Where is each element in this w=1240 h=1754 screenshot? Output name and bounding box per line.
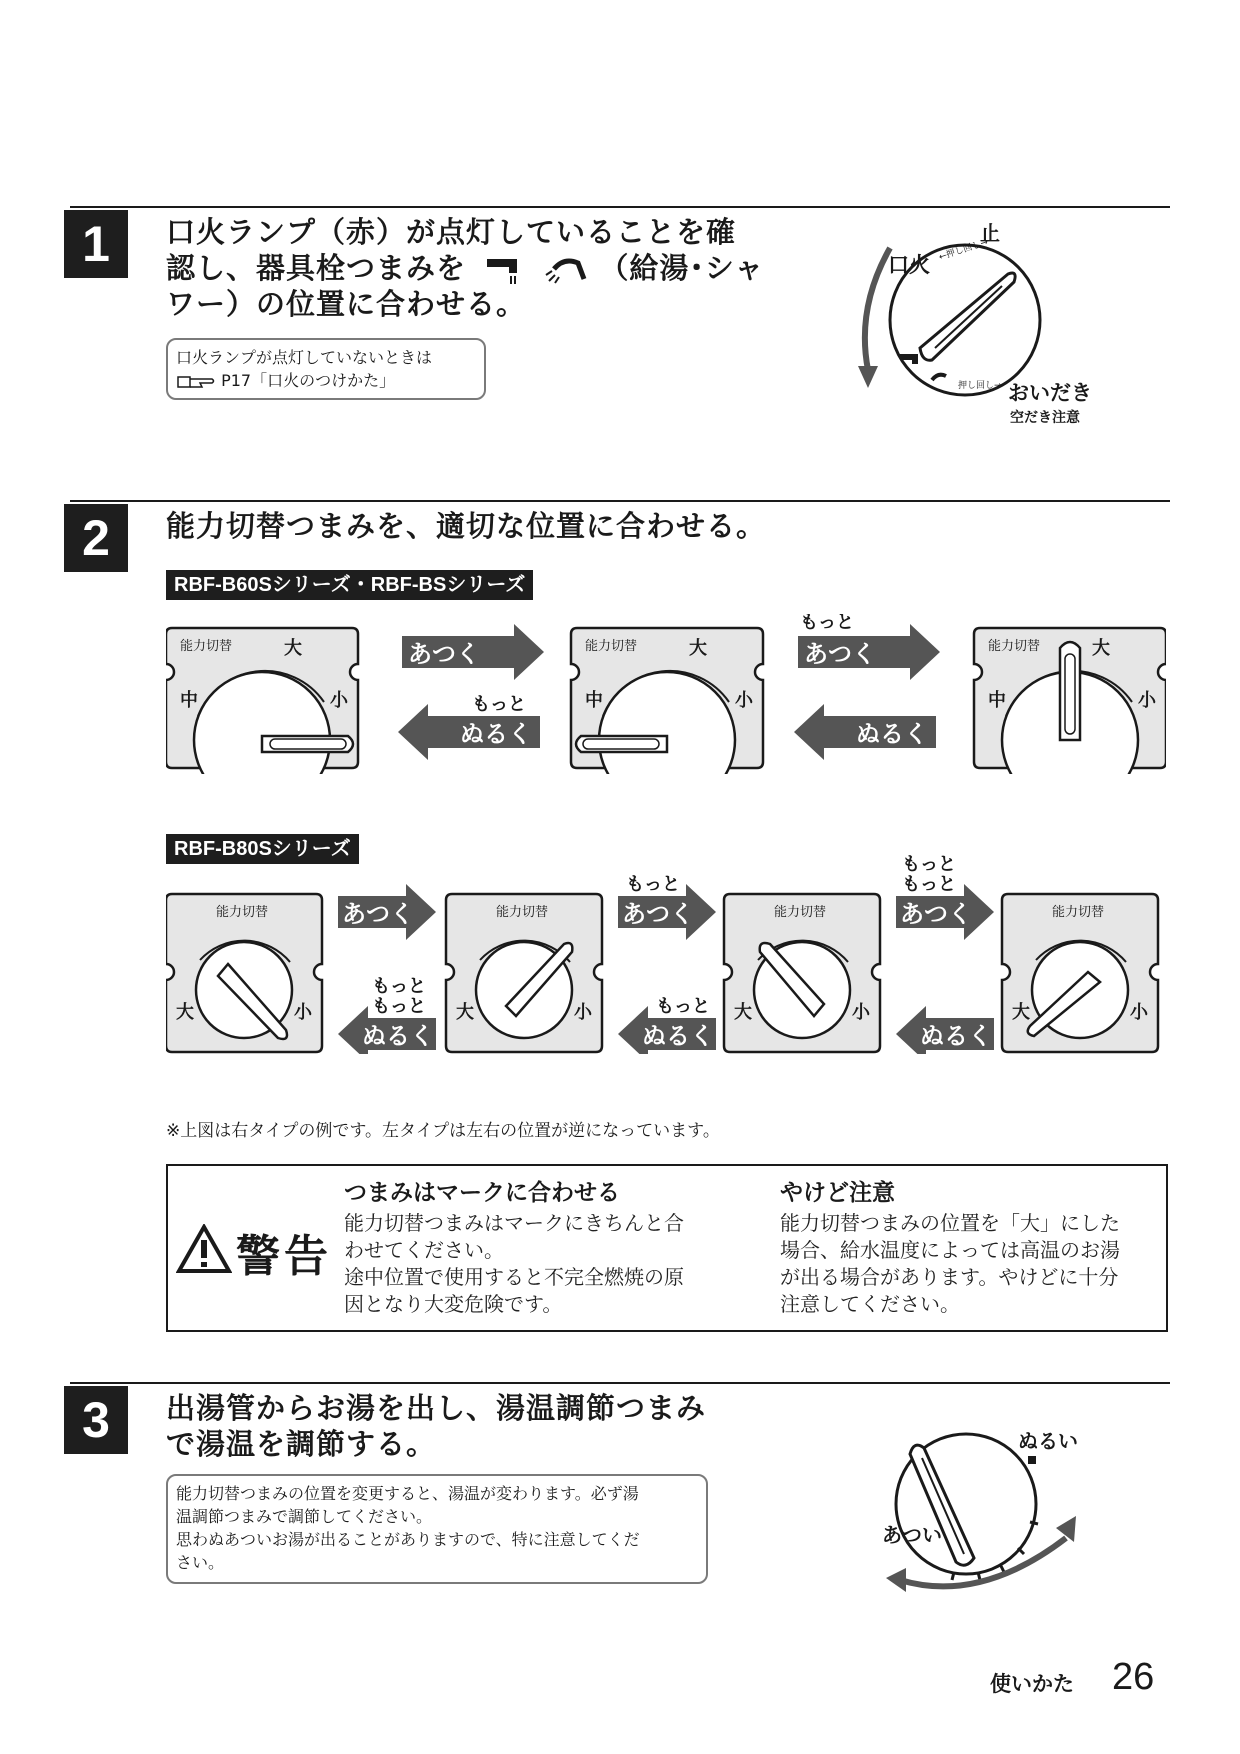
svg-text:あつく: あつく [900, 900, 972, 928]
svg-text:ぬるく: ぬるく [642, 1022, 714, 1050]
step1-heading-line1: 口火ランプ（赤）が点灯していることを確 [166, 215, 737, 249]
panel-b4-large: 大 [1012, 1002, 1030, 1023]
dial-label-push1: ←押し回し→ [937, 237, 990, 263]
temperature-dial-illustration [870, 1418, 1110, 1618]
panel-a1-title: 能力切替 [180, 639, 233, 654]
arrow-hotter-b2 [618, 874, 716, 940]
warning-body1: 能力切替つまみはマークにきちんと合 わせてください。 途中位置で使用すると不完全燃焼の原 因となり大変危険です。 [344, 1211, 684, 1316]
svg-text:ぬるく: ぬるく [460, 720, 532, 748]
panel-a2-large: 大 [689, 638, 707, 659]
more-label-b2c: もっと [656, 996, 710, 1017]
more-label-b3b: もっと [902, 874, 956, 895]
panel-a3-medium: 中 [988, 690, 1006, 711]
step1-note-ref: P17「口火のつけかた」 [221, 371, 396, 390]
more-label-b3a: もっと [902, 854, 956, 875]
more-label-b1b: もっと [372, 996, 426, 1017]
arrow-hotter-a2 [798, 614, 940, 680]
step3-rule [70, 1382, 1170, 1384]
step3-number: 3 [64, 1386, 128, 1454]
row-b-diagram [166, 854, 1166, 1054]
warning-head2: やけど注意 [780, 1180, 895, 1206]
panel-b1-title: 能力切替 [216, 905, 269, 920]
arrow-cooler-a2 [794, 704, 936, 760]
more-label-b2: もっと [626, 874, 680, 895]
dial-label-push2: 押し回し→ [958, 381, 1002, 391]
rotation-arrow [865, 248, 890, 370]
label-lukewarm: ぬるい [1018, 1429, 1078, 1453]
panel-b2-small: 小 [574, 1002, 592, 1023]
page-number: 26 [1112, 1656, 1155, 1698]
panel-b4-title: 能力切替 [1052, 905, 1105, 920]
panel-a2-small: 小 [735, 690, 753, 711]
arrow-hotter-b3 [896, 854, 994, 940]
step2-footnote: ※上図は右タイプの例です。左タイプは左右の位置が逆になっています。 [166, 1121, 720, 1141]
step2-number: 2 [64, 504, 128, 572]
warning-triangle-icon [176, 1224, 232, 1274]
step2-rule [70, 500, 1170, 502]
more-label-b1a: もっと [372, 976, 426, 997]
panel-a3-title: 能力切替 [988, 639, 1041, 654]
series-label-a: RBF-B60Sシリーズ・RBF-BSシリーズ [166, 570, 533, 600]
panel-a3-large: 大 [1092, 638, 1110, 659]
svg-text:ぬるく: ぬるく [362, 1022, 434, 1050]
panel-a3-small: 小 [1138, 690, 1156, 711]
shower-icon [540, 255, 588, 285]
step3-heading [166, 1390, 786, 1462]
svg-text:あつく: あつく [804, 640, 876, 668]
arrow-cooler-a1 [398, 694, 540, 760]
series-label-b: RBF-B80Sシリーズ [166, 834, 359, 864]
step2-heading: 能力切替つまみを、適切な位置に合わせる。 [166, 509, 767, 543]
arrow-hotter-a1 [402, 624, 544, 680]
warning-body2: 能力切替つまみの位置を「大」にした 場合、給水温度によっては高温のお湯 が出る場合があります。やけどに十分 注意してください。 [780, 1211, 1120, 1316]
panel-b3-small: 小 [852, 1002, 870, 1023]
step1-note-line1: 口火ランプが点灯していないときは [176, 348, 433, 367]
panel-b3-title: 能力切替 [774, 905, 827, 920]
row-a-diagram [166, 614, 1166, 774]
pointing-hand-icon [176, 373, 216, 391]
warning-head1: つまみはマークに合わせる [344, 1180, 620, 1206]
panel-b2-title: 能力切替 [496, 905, 549, 920]
arrow-cooler-b2 [618, 996, 716, 1054]
panel-a2-title: 能力切替 [585, 639, 638, 654]
step1-note [166, 338, 486, 400]
step3-heading-line2: で湯温を調節する。 [166, 1427, 437, 1461]
step3-note: 能力切替つまみの位置を変更すると、湯温が変わります。必ず湯 温調節つまみで調節してください。 思わぬあついお湯が出ることがありますので、特に注意してくだ さい。 [166, 1474, 708, 1584]
dial-label-stop: 止 [980, 221, 1000, 245]
dial-label-karadaki: 空だき注意 [1010, 410, 1080, 426]
svg-text:あつく: あつく [408, 640, 480, 668]
panel-a2-medium: 中 [585, 690, 603, 711]
more-label-a1: もっと [472, 694, 526, 715]
step1-number: 1 [64, 210, 128, 278]
faucet-dial-illustration [840, 220, 1120, 440]
panel-a1-large: 大 [284, 638, 302, 659]
dial-label-pilot: 口火 [888, 253, 930, 277]
panel-b2-large: 大 [456, 1002, 474, 1023]
arrow-cooler-b3 [896, 1006, 994, 1054]
panel-b1-small: 小 [294, 1002, 312, 1023]
step1-heading-line3: ワー）の位置に合わせる。 [166, 287, 527, 321]
panel-a1-small: 小 [330, 690, 348, 711]
step3-heading-line1: 出湯管からお湯を出し、湯温調節つまみ [166, 1391, 707, 1425]
step1-heading-line2b: （給湯･シャ [599, 251, 765, 285]
warning-box [166, 1164, 1168, 1332]
arrow-hotter-b1 [338, 884, 436, 940]
step1-heading-line2a: 認し、器具栓つまみを [166, 251, 467, 285]
svg-text:ぬるく: ぬるく [856, 720, 928, 748]
step1-heading [166, 214, 786, 322]
warning-title: 警告 [236, 1231, 332, 1282]
step1-rule [70, 206, 1170, 208]
faucet-icon [483, 255, 529, 285]
panel-b1-large: 大 [176, 1002, 194, 1023]
panel-a1-medium: 中 [180, 690, 198, 711]
footer-section-label: 使いかた [990, 1672, 1074, 1696]
more-label-a2: もっと [800, 614, 854, 633]
label-hot: あつい [882, 1523, 942, 1547]
arrow-cooler-b1 [338, 976, 436, 1054]
svg-text:あつく: あつく [622, 900, 694, 928]
svg-text:あつく: あつく [342, 900, 414, 928]
panel-b4-small: 小 [1130, 1002, 1148, 1023]
svg-text:ぬるく: ぬるく [920, 1022, 992, 1050]
panel-b3-large: 大 [734, 1002, 752, 1023]
dial-label-oidaki: おいだき [1008, 381, 1092, 405]
